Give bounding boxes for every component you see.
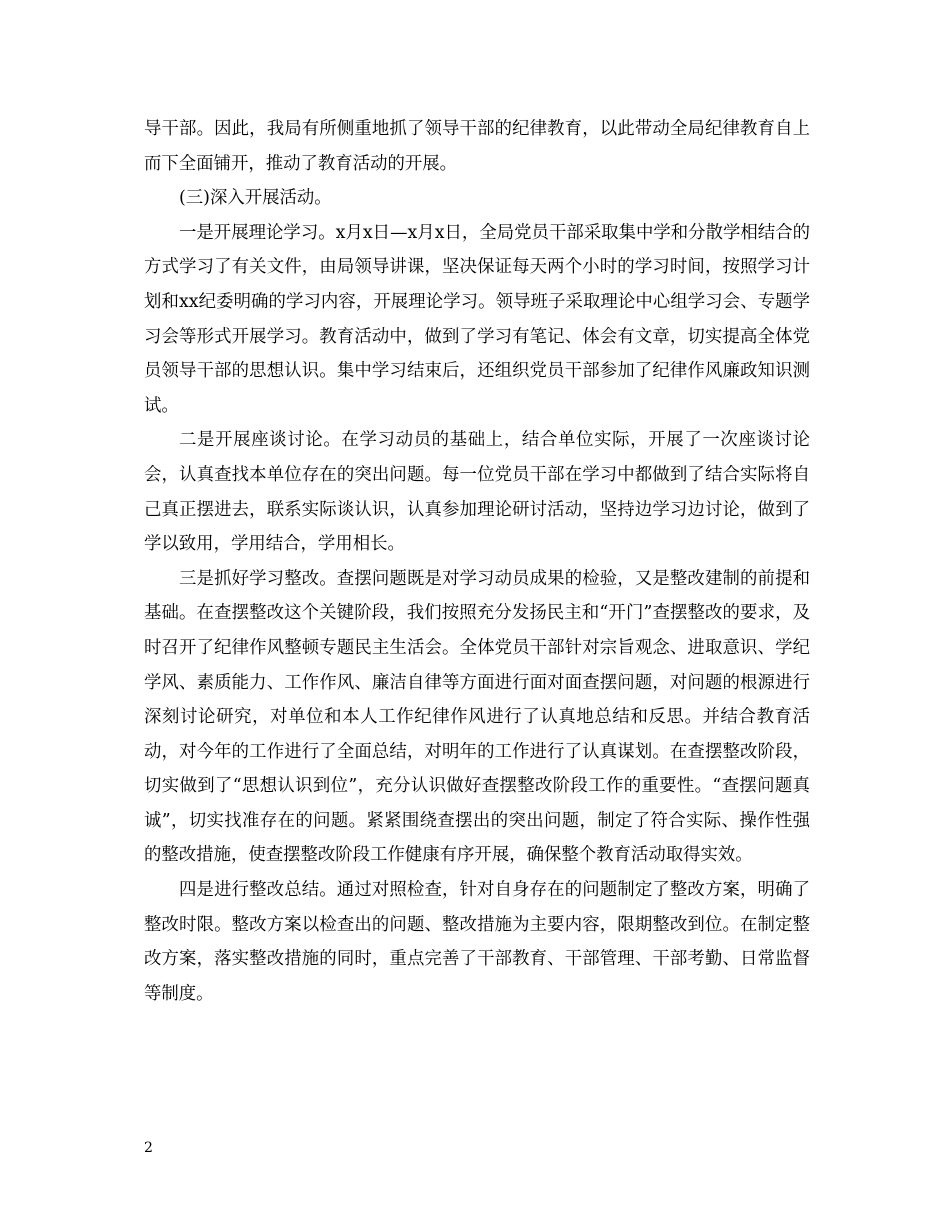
section-heading: (三)深入开展活动。 — [179, 188, 332, 209]
paragraph-summary: 四是进行整改总结。通过对照检查，针对自身存在的问题制定了整改方案，明确了整改时限。整改方案以检查出的问题、整改措施为主要内容，限期整改到位。在制定整改方案，落实整改措施的同时，重点完善了干部教育、干部管理、干部考勤、日常监督等制度。 — [144, 880, 810, 1004]
paragraph-discussion: 二是开展座谈讨论。在学习动员的基础上，结合单位实际，开展了一次座谈讨论会，认真查找本单位存在的突出问题。每一位党员干部在学习中都做到了结合实际将自己真正摆进去，联系实际谈认识，认真参加理论研讨活动，坚持边学习边讨论，做到了学以致用，学用结合，学用相长。 — [144, 430, 810, 555]
document-body — [144, 112, 810, 1011]
paragraph-theory-study: 一是开展理论学习。x月x日—x月x日，全局党员干部采取集中学和分散学相结合的方式学习了有关文件，由局领导讲课，坚决保证每天两个小时的学习时间，按照学习计划和xx纪委明确的学习内容，开展理论学习。领导班子采取理论中心组学习会、专题学习会等形式开展学习。教育活动中，做到了学习有笔记、体会有文章，切实提高全体党员领导干部的思想认识。集中学习结束后，还组织党员干部参加了纪律作风廉政知识测试。 — [144, 222, 810, 416]
paragraph-continuation: 导干部。因此，我局有所侧重地抓了领导干部的纪律教育，以此带动全局纪律教育自上而下全面铺开，推动了教育活动的开展。 — [144, 119, 810, 174]
paragraph-rectification: 三是抓好学习整改。查摆问题既是对学习动员成果的检验，又是整改建制的前提和基础。在查摆整改这个关键阶段，我们按照充分发扬民主和“开门”查摆整改的要求，及时召开了纪律作风整顿专题民主生活会。全体党员干部针对宗旨观念、进取意识、学纪学风、素质能力、工作作风、廉洁自律等方面进行面对面查摆问题，对问题的根源进行深刻讨论研究，对单位和本人工作纪律作风进行了认真地总结和反思。并结合教育活动，对今年的工作进行了全面总结，对明年的工作进行了认真谋划。在查摆整改阶段，切实做到了“思想认识到位”，充分认识做好查摆整改阶段工作的重要性。“查摆问题真诚”，切实找准存在的问题。紧紧围绕查摆出的突出问题，制定了符合实际、操作性强的整改措施，使查摆整改阶段工作健康有序开展，确保整个教育活动取得实效。 — [144, 568, 810, 866]
page-number: 2 — [144, 1140, 153, 1156]
